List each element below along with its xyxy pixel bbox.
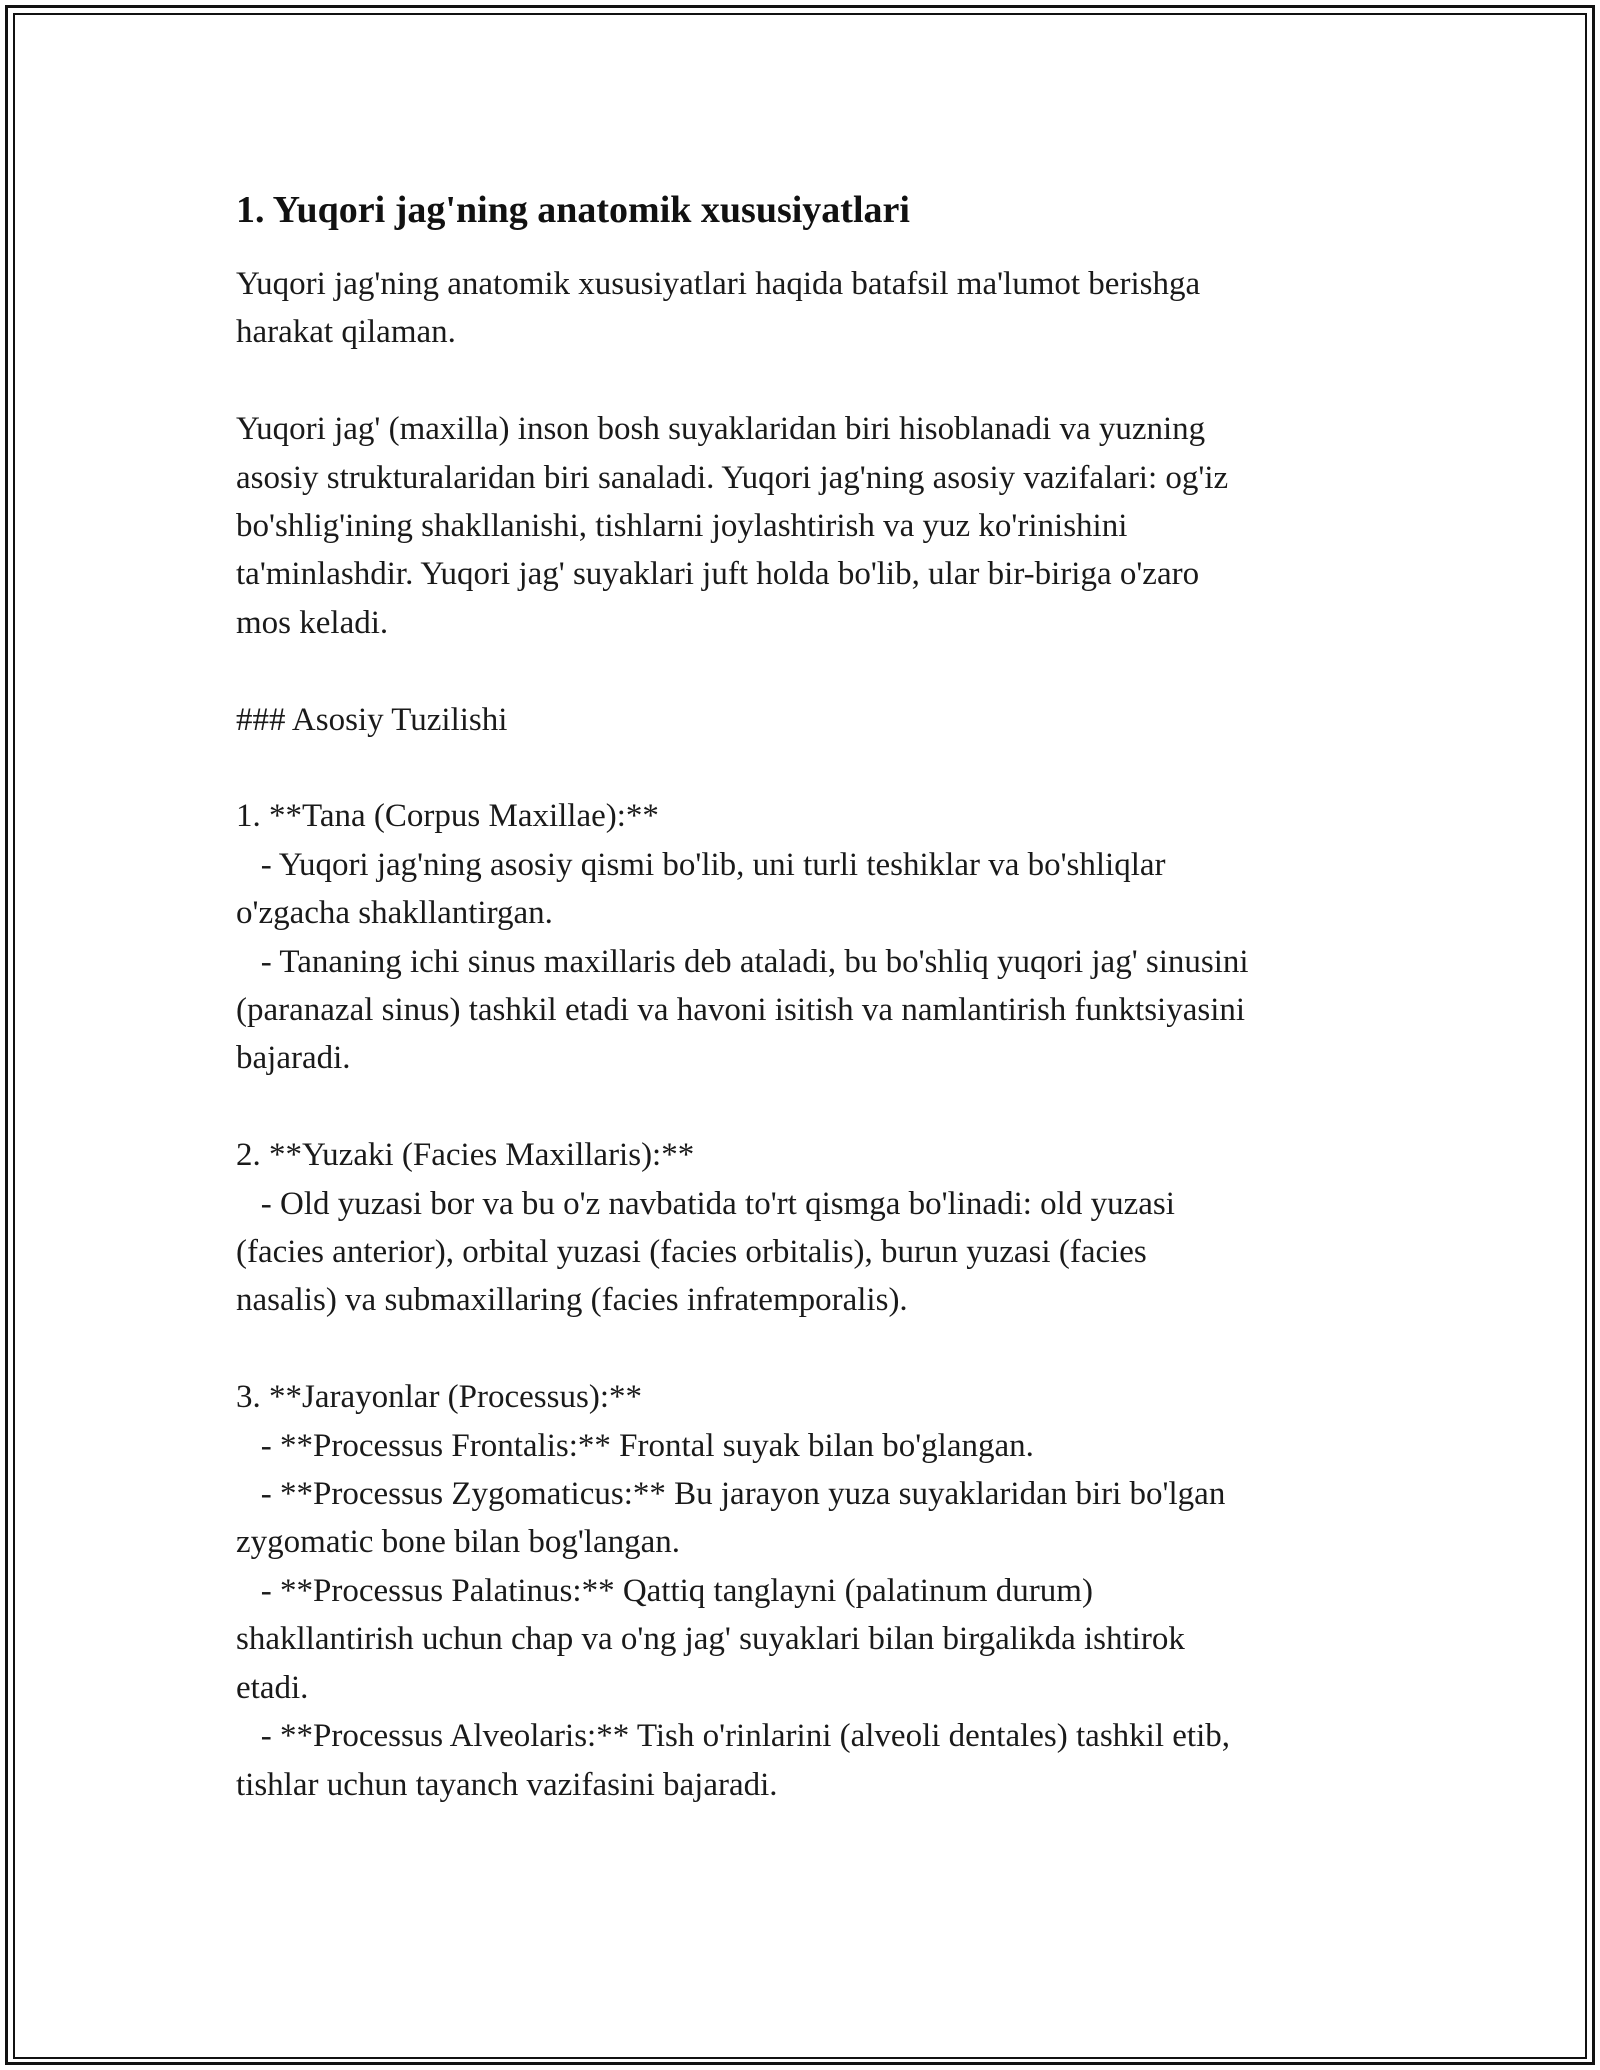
paragraph-spacer xyxy=(236,647,1376,695)
list-item-facies: 2. **Yuzaki (Facies Maxillaris):** - Old yuzasi bor va bu o'z navbatida to'rt qismga bo'linadi: old yuzasi (facies anterior), orbital yuzasi (facies orbitalis), burun yuzasi (facies nasalis) va submaxillaring (facies infratemporalis). xyxy=(236,1137,1175,1319)
overview-paragraph: Yuqori jag' (maxilla) inson bosh suyaklaridan biri hisoblanadi va yuzning asosiy strukturalaridan biri sanaladi. Yuqori jag'ning asosiy vazifalari: og'iz bo'shlig'ining shakllanishi, tishlarni joylashtirish va yuz ko'rinishini ta'minlashdir. Yuqori jag' suyaklari juft holda bo'lib, ular bir-biriga o'zaro mos keladi. xyxy=(236,411,1229,641)
intro-paragraph: Yuqori jag'ning anatomik xususiyatlari haqida batafsil ma'lumot berishga harakat qilaman. xyxy=(236,266,1201,351)
list-item-corpus: 1. **Tana (Corpus Maxillae):** - Yuqori jag'ning asosiy qismi bo'lib, uni turli teshiklar va bo'shliqlar o'zgacha shakllantirgan. - Tananing ichi sinus maxillaris deb ataladi, bu bo'shliq yuqori jag' sinusini (paranazal sinus) tashkil etadi va havoni isitish va namlantirish funktsiyasini bajaradi. xyxy=(236,798,1249,1077)
document-body xyxy=(236,186,1376,1809)
document-title: 1. Yuqori jag'ning anatomik xususiyatlari xyxy=(236,189,910,231)
paragraph-spacer xyxy=(236,1325,1376,1373)
paragraph-spacer xyxy=(236,744,1376,792)
section-heading: ### Asosiy Tuzilishi xyxy=(236,701,508,738)
paragraph-spacer xyxy=(236,1083,1376,1131)
list-item-processus: 3. **Jarayonlar (Processus):** - **Processus Frontalis:** Frontal suyak bilan bo'glangan. - **Processus Zygomaticus:** Bu jarayon yuza suyaklaridan biri bo'lgan zygomatic bone bilan bog'langan. - **Processus Palatinus:** Qattiq tanglayni (palatinum durum) shakllantirish uchun chap va o'ng jag' suyaklari bilan birgalikda ishtirok etadi. - **Processus Alveolaris:** Tish o'rinlarini (alveoli dentales) tashkil etib, tishlar uchun tayanch vazifasini bajaradi. xyxy=(236,1379,1230,1803)
paragraph-spacer xyxy=(236,357,1376,405)
